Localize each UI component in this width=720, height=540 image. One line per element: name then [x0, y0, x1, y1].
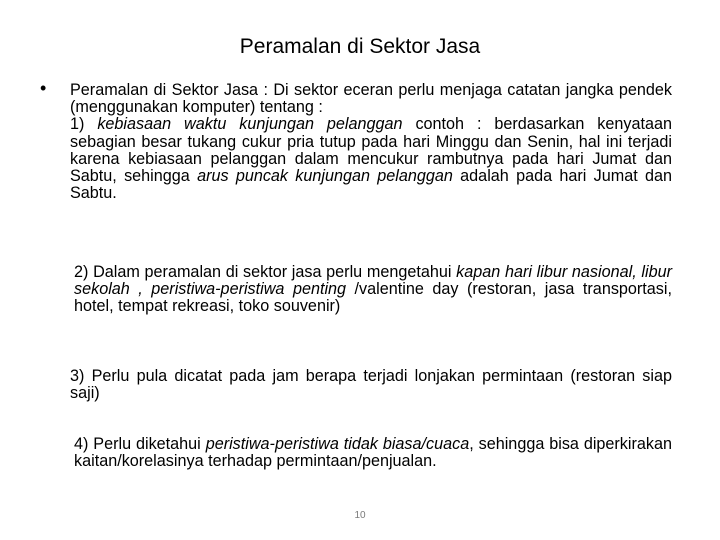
- item-2-paragraph: [70, 264, 672, 316]
- intro-text: Peramalan di Sektor Jasa : Di sektor eceran perlu menjaga catatan jangka pendek (menggunakan komputer) tentang :: [70, 81, 672, 117]
- item-2-emphasis: kapan hari libur nasional, libur sekolah , peristiwa-peristiwa penting: [74, 263, 672, 299]
- item-4-prefix: 4) Perlu diketahui: [74, 435, 206, 453]
- item-2-text: /valentine day (restoran, jasa transportasi, hotel, tempat rekreasi, toko souvenir): [74, 280, 672, 316]
- item-2-block: [70, 264, 672, 316]
- item-1-text-a: contoh : berdasarkan kenyataan sebagian besar tukang cukur pria tutup pada hari Minggu dan Senin, hal ini terjadi karena kebiasaan pelanggan dalam mencukur rambutnya pada hari Jumat dan Sabtu, sehingga: [70, 115, 672, 186]
- bullet-marker: •: [40, 78, 47, 98]
- bullet-intro-block: [70, 82, 672, 202]
- item-4-block: [70, 436, 672, 470]
- item-3-paragraph: [70, 368, 672, 402]
- item-1-emphasis-2: arus puncak kunjungan pelanggan: [197, 167, 453, 186]
- item-3-block: [70, 368, 672, 402]
- slide-title: Peramalan di Sektor Jasa: [239, 35, 481, 58]
- item-1-paragraph: [70, 116, 672, 202]
- intro-paragraph: [70, 82, 672, 116]
- page-number: 10: [354, 510, 366, 521]
- item-2-prefix: 2) Dalam peramalan di sektor jasa perlu mengetahui: [74, 263, 457, 281]
- item-4-text: , sehingga bisa diperkirakan kaitan/korelasinya terhadap permintaan/penjualan.: [74, 435, 672, 471]
- item-4-emphasis: peristiwa-peristiwa tidak biasa/cuaca: [205, 435, 470, 453]
- item-4-paragraph: [70, 436, 672, 470]
- item-1-text-b: adalah pada hari Jumat dan Sabtu.: [70, 167, 672, 203]
- item-1-emphasis: kebiasaan waktu kunjungan pelanggan: [97, 115, 403, 134]
- item-1-prefix: 1): [70, 115, 98, 134]
- item-3-text: 3) Perlu pula dicatat pada jam berapa terjadi lonjakan permintaan (restoran siap saji): [70, 367, 672, 403]
